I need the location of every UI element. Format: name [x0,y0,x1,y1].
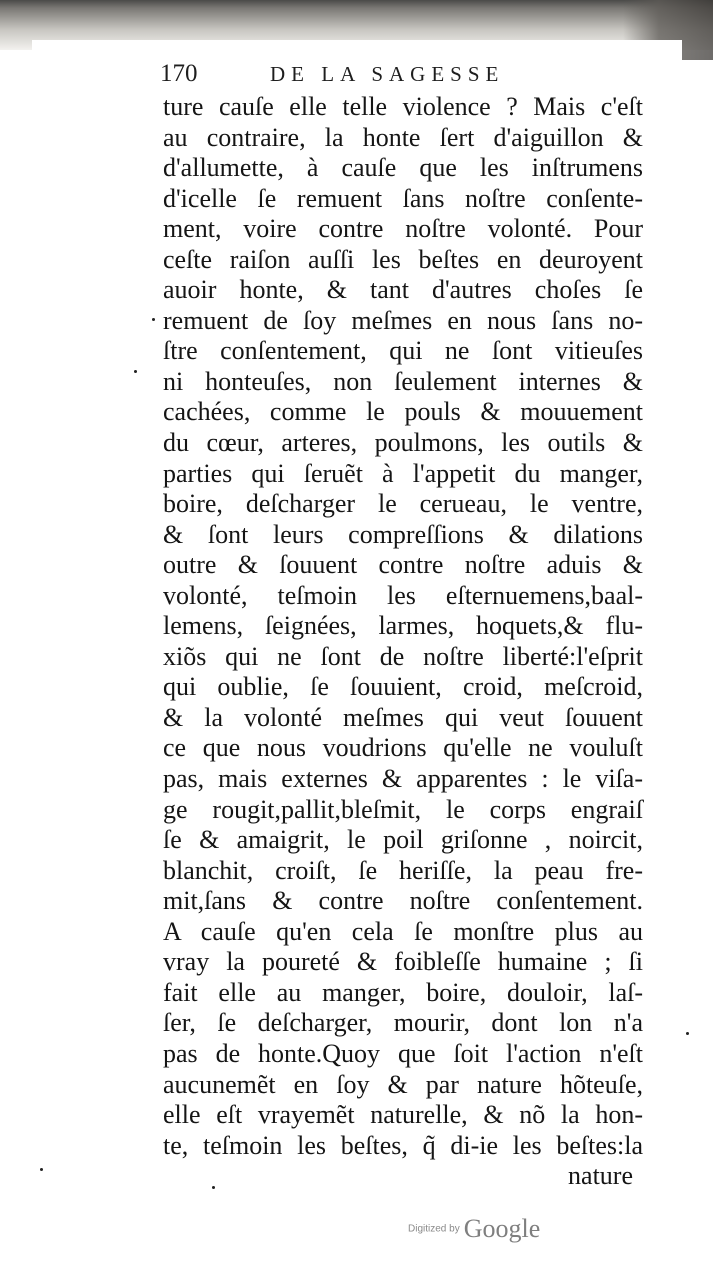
text-line: d'icelle ſe remuent ſans noſtre conſente- [163,183,643,213]
ink-speck [686,1032,689,1035]
body-text [163,92,643,1192]
text-line: ment, voire contre noſtre volonté. Pour [163,214,643,244]
text-line: A cauſe qu'en cela ſe monſtre plus au [163,916,643,946]
running-title: DE LA SAGESSE [270,62,505,86]
text-line: ge rougit,pallit,bleſmit, le corps engraiſ [163,794,643,824]
text-line: du cœur, arteres, poulmons, les outils & [163,428,643,458]
text-line: lemens, ſeignées, larmes, hoquets,& flu- [163,611,643,641]
text-line: fait elle au manger, boire, douloir, laſ- [163,977,643,1007]
ink-speck [152,318,155,321]
watermark-prefix: Digitized by [408,1223,460,1235]
ink-speck [212,1186,215,1189]
text-line: auoir honte, & tant d'autres choſes ſe [163,275,643,305]
running-head [160,60,640,92]
text-line: volonté, teſmoin les eſternuemens,baal- [163,580,643,610]
text-line: ceſte raiſon auſſi les beſtes en deuroyent [163,244,643,274]
text-line: ni honteuſes, non ſeulement internes & [163,366,643,396]
page-number: 170 [160,60,198,87]
text-line: outre & ſouuent contre noſtre aduis & [163,550,643,580]
google-wordmark: Google [463,1214,541,1243]
text-line: ſtre conſentement, qui ne ſont vitieuſes [163,336,643,366]
text-line: & ſont leurs compreſſions & dilations [163,519,643,549]
text-line: blanchit, croiſt, ſe heriſſe, la peau fre- [163,855,643,885]
digitized-by-google-watermark [408,1214,540,1244]
text-line: xiõs qui ne ſont de noſtre liberté:l'eſprit [163,641,643,671]
text-line: ce que nous voudrions qu'elle ne vouluſt [163,733,643,763]
text-line: elle eſt vrayemẽt naturelle, & nõ la hon- [163,1100,643,1130]
text-line: boire, deſcharger le cerueau, le ventre, [163,489,643,519]
text-line: cachées, comme le pouls & mouuement [163,397,643,427]
text-line: ſe & amaigrit, le poil griſonne , noircit, [163,825,643,855]
text-line: ture cauſe elle telle violence ? Mais c'eſt [163,92,643,121]
text-line: aucunemẽt en ſoy & par nature hõteuſe, [163,1069,643,1099]
text-line: pas de honte.Quoy que ſoit l'action n'eſt [163,1038,643,1068]
text-line: d'allumette, à cauſe que les inſtrumens [163,153,643,183]
text-line: au contraire, la honte ſert d'aiguillon & [163,122,643,152]
ink-speck [134,370,137,373]
text-line: ſer, ſe deſcharger, mourir, dont lon n'a [163,1008,643,1038]
ink-speck [40,1168,43,1171]
text-line: pas, mais externes & apparentes : le viſa- [163,764,643,794]
text-line: parties qui ſeruẽt à l'appetit du manger, [163,458,643,488]
text-line: remuent de ſoy meſmes en nous ſans no- [163,305,643,335]
catchword: nature [568,1161,633,1191]
text-line: & la volonté meſmes qui veut ſouuent [163,702,643,732]
text-line: mit,ſans & contre noſtre conſentement. [163,886,643,916]
text-line: vray la poureté & foibleſſe humaine ; ſi [163,947,643,977]
text-line: qui oublie, ſe ſouuient, croid, meſcroid, [163,672,643,702]
text-line: te, teſmoin les beſtes, q̃ di-ie les beſtes:la [163,1130,643,1160]
